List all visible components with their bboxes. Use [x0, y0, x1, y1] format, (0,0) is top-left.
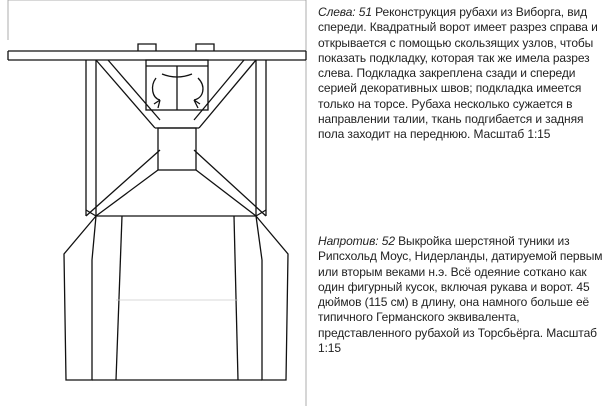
caption-text-52: Выкройка шерстяной туники из Рипсхольд Моус, Нидерланды, датируемой первым или вторым веками н.э. Всё одеяние соткано как один фигурный кусок, включая рукава и ворот. 45 дюймов (115 см) в длину, она намного больше её типичного Германского эквивалента, представленного рубахой из Торсбьёрга. Масштаб 1:15 [318, 234, 603, 356]
caption-text-51: Реконструкция рубахи из Виборга, вид спереди. Квадратный ворот имеет разрез справа и открывается с помощью скользящих узлов, чтобы показать подкладку, которая так же имела разрез слева. Подкладка закреплена сзади и спереди серией декоративных швов; подкладка имеется только на торсе. Рубаха несколько сужается в направлении талии, ткань подгибается и задняя пола заходит на переднюю. Масштаб 1:15 [318, 5, 598, 142]
caption-figure-51 [318, 5, 608, 143]
caption-figure-52 [318, 234, 608, 356]
caption-lead-52: Напротив: 52 [318, 234, 395, 248]
caption-lead-51: Слева: 51 [318, 5, 372, 19]
